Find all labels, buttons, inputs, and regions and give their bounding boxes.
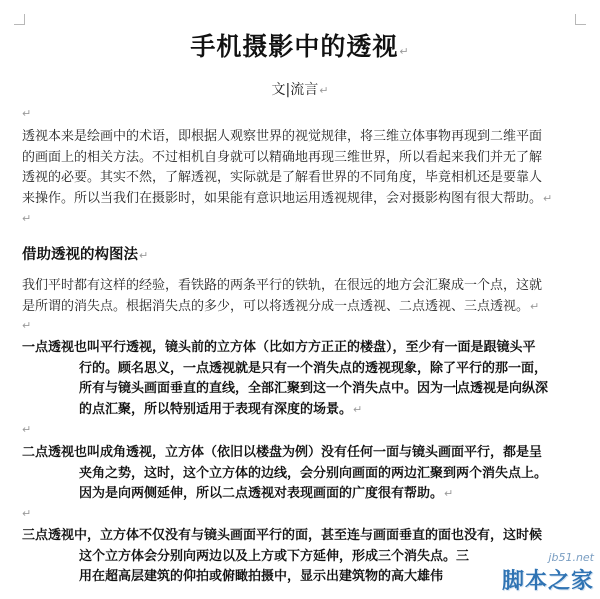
- text-line: 透视的必要。其实不然，了解透视，实际就是了解看世界的不同角度，毕竟相机还是要靠人: [22, 170, 543, 185]
- intro-paragraph[interactable]: [22, 127, 582, 209]
- watermark-name: 脚本之家: [501, 569, 594, 594]
- paragraph-mark-icon: ↵: [543, 191, 553, 205]
- title-text: 手机摄影中的透视: [190, 32, 399, 61]
- heading-text: 借助透视的构图法: [22, 247, 138, 263]
- paragraph-mark-icon: ↵: [22, 212, 32, 225]
- author-text: 文|流言: [271, 82, 319, 98]
- text-line: 来操作。所以当我们在摄影时，如果能有意识地运用透视规律，会对摄影构图有很大帮助。↵: [22, 190, 553, 206]
- text-line: 夹角之势，这时，这个立方体的边线，会分别向画面的两边汇聚到两个消失点上。: [79, 465, 548, 481]
- paragraph-mark-icon: ↵: [530, 299, 540, 313]
- paragraph-mark-icon: ↵: [22, 507, 32, 520]
- text-line: 这个立方体会分别向两边以及上方或下方延伸，形成三个消失点。三: [79, 548, 470, 564]
- paragraph-mark-icon: ↵: [22, 107, 32, 120]
- paragraph-mark-icon: ↵: [444, 487, 454, 500]
- margin-corner-mark: [14, 14, 25, 25]
- site-watermark: [502, 551, 594, 595]
- paragraph-mark-icon: ↵: [353, 402, 363, 416]
- text-line: 我们平时都有这样的经验，看铁路的两条平行的铁轨，在很远的地方会汇聚成一个点，这就: [22, 278, 543, 293]
- text-line: 三点透视中，立方体不仅没有与镜头画面平行的面，甚至连与画面垂直的面也没有，这时候: [22, 528, 543, 543]
- watermark-site: jb51.net: [548, 551, 594, 564]
- paragraph-mark-icon: ↵: [139, 249, 149, 262]
- one-point-paragraph[interactable]: [22, 338, 582, 420]
- text-line: 行的。顾名思义，一点透视就是只有一个消失点的透视现象，除了平行的那一面，: [79, 360, 548, 376]
- text-line: 的画面上的相关方法。不过相机自身就可以精确地再现三维世界，所以看起来我们并无了解: [22, 149, 543, 165]
- section-intro-paragraph[interactable]: [22, 276, 582, 317]
- margin-corner-mark: [575, 14, 586, 25]
- text-line: 二点透视也叫成角透视，立方体（依旧以楼盘为例）没有任何一面与镜头画面平行，都是呈: [22, 445, 543, 460]
- paragraph-mark-icon: ↵: [22, 319, 32, 332]
- text-line: 所有与镜头画面垂直的直线，全部汇聚到这一个消失点中。因为一点透视是向纵深: [79, 381, 549, 396]
- author-line[interactable]: [0, 79, 600, 99]
- text-line: 透视本来是绘画中的术语，即根据人观察世界的视觉规律，将三维立体事物再现到二维平面: [22, 129, 543, 144]
- two-point-paragraph[interactable]: [22, 443, 582, 505]
- text-line: 用在超高层建筑的仰拍或俯瞰拍摄中，显示出建筑物的高大雄伟: [79, 569, 444, 584]
- text-line: 一点透视也叫平行透视，镜头前的立方体（比如方方正正的楼盘），至少有一面是跟镜头平: [22, 340, 536, 355]
- paragraph-mark-icon: ↵: [319, 84, 329, 97]
- paragraph-mark-icon: ↵: [22, 423, 32, 436]
- section-heading[interactable]: [22, 243, 148, 264]
- text-line: 因为是向两侧延伸，所以二点透视对表现画面的广度很有帮助。↵: [79, 486, 454, 501]
- text-line: 是所谓的消失点。根据消失点的多少，可以将透视分成一点透视、二点透视、三点透视。↵: [22, 298, 540, 314]
- document-title[interactable]: [0, 27, 600, 63]
- paragraph-mark-icon: ↵: [399, 45, 410, 58]
- three-point-paragraph[interactable]: [22, 526, 582, 588]
- text-line: 的点汇聚，所以特别适用于表现有深度的场景。↵: [79, 401, 363, 417]
